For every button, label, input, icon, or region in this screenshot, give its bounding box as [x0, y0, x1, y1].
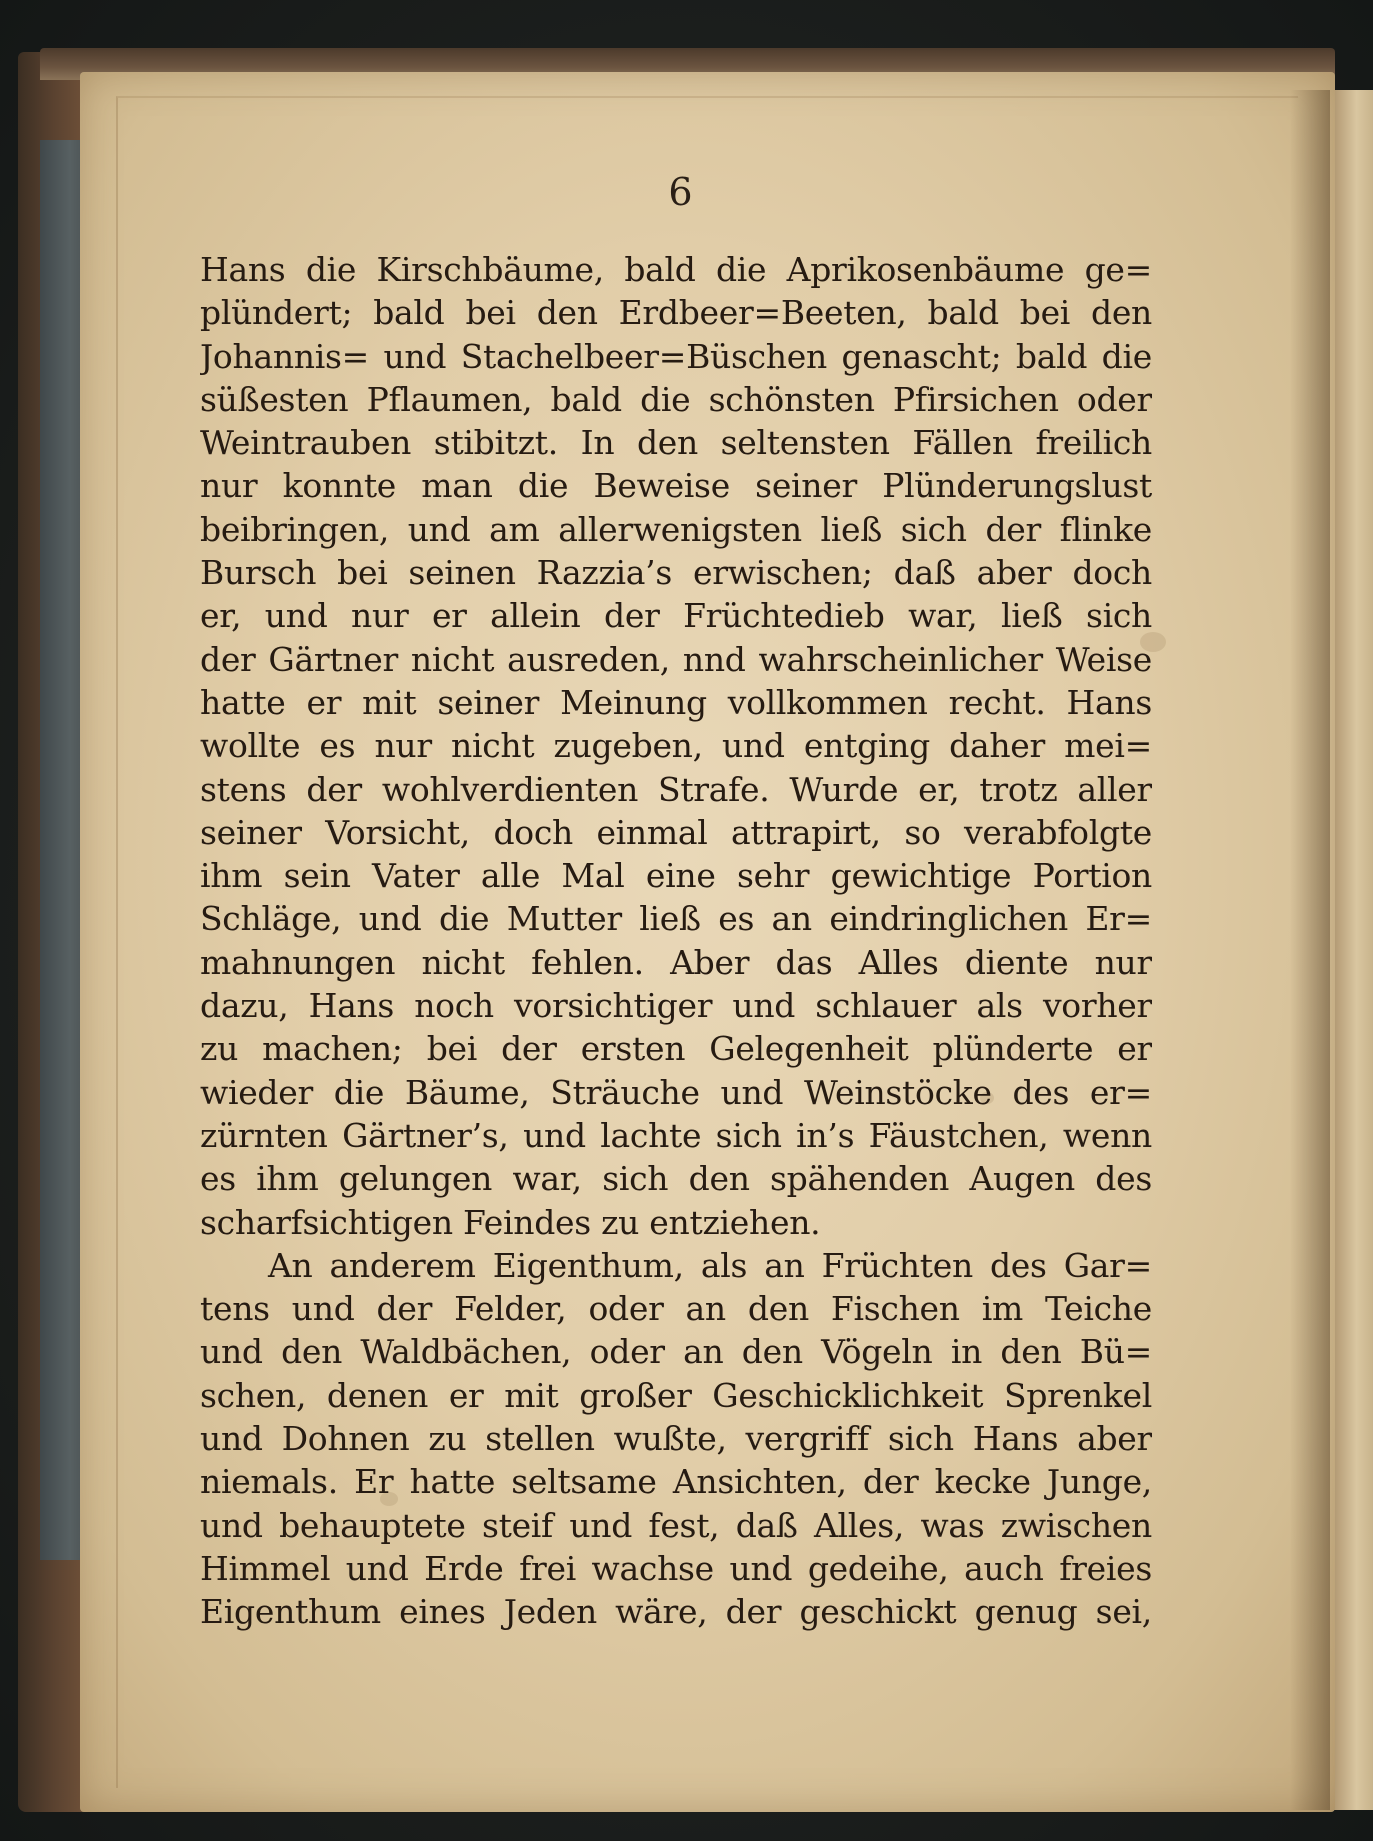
text-line: es ihm gelungen war, sich den spähenden Augen des: [200, 1159, 1152, 1199]
text-line: Weintrauben stibitzt. In den seltensten Fällen freilich: [200, 423, 1152, 463]
page-number: 6: [668, 170, 693, 214]
gutter-shadow: [1290, 90, 1330, 1810]
text-line: und Dohnen zu stellen wußte, vergriff sich Hans aber: [200, 1419, 1152, 1459]
text-line: und behauptete steif und fest, daß Alles, was zwischen: [200, 1505, 1152, 1545]
paragraph-start-line: An anderem Eigenthum, als an Früchten des Gar=: [268, 1245, 1152, 1285]
text-line: seiner Vorsicht, doch einmal attrapirt, so verabfolgte: [200, 812, 1152, 852]
text-line: zürnten Gärtner’s, und lachte sich in’s Fäustchen, wenn: [200, 1115, 1152, 1155]
text-line: Bursch bei seinen Razzia’s erwischen; daß aber doch: [200, 553, 1152, 593]
text-line: plündert; bald bei den Erdbeer=Beeten, bald bei den: [200, 293, 1152, 333]
paragraph-end-line: scharfsichtigen Feindes zu entziehen.: [200, 1202, 821, 1242]
text-line: Johannis= und Stachelbeer=Büschen genascht; bald die: [200, 336, 1152, 376]
text-line: dazu, Hans noch vorsichtiger und schlauer als vorher: [200, 986, 1152, 1026]
text-line: der Gärtner nicht ausreden, nnd wahrscheinlicher Weise: [200, 639, 1152, 679]
text-line: beibringen, und am allerwenigsten ließ sich der flinke: [200, 509, 1152, 549]
text-line: Eigenthum eines Jeden wäre, der geschickt genug sei,: [200, 1592, 1152, 1632]
text-line: stens der wohlverdienten Strafe. Wurde er, trotz aller: [200, 769, 1152, 809]
text-line: mahnungen nicht fehlen. Aber das Alles diente nur: [200, 942, 1152, 982]
body-text: [200, 248, 1152, 1634]
text-line: Hans die Kirschbäume, bald die Aprikosenbäume ge=: [200, 250, 1152, 289]
text-line: er, und nur er allein der Früchtedieb war, ließ sich: [200, 596, 1152, 636]
text-line: süßesten Pflaumen, bald die schönsten Pfirsichen oder: [200, 379, 1152, 419]
text-line: niemals. Er hatte seltsame Ansichten, der kecke Junge,: [200, 1462, 1152, 1502]
text-line: schen, denen er mit großer Geschicklichkeit Sprenkel: [200, 1375, 1152, 1415]
text-line: Himmel und Erde frei wachse und gedeihe, auch freies: [200, 1548, 1152, 1588]
text-line: nur konnte man die Beweise seiner Plünderungslust: [200, 466, 1152, 506]
text-line: hatte er mit seiner Meinung vollkommen recht. Hans: [200, 682, 1152, 722]
text-line: tens und der Felder, oder an den Fischen im Teiche: [200, 1289, 1152, 1329]
text-line: wollte es nur nicht zugeben, und entging daher mei=: [200, 726, 1152, 766]
text-line: ihm sein Vater alle Mal eine sehr gewichtige Portion: [200, 856, 1152, 896]
text-line: und den Waldbächen, oder an den Vögeln in den Bü=: [200, 1332, 1152, 1372]
text-line: Schläge, und die Mutter ließ es an eindringlichen Er=: [200, 899, 1152, 939]
text-line: zu machen; bei der ersten Gelegenheit plünderte er: [200, 1029, 1152, 1069]
text-line: wieder die Bäume, Sträuche und Weinstöcke des er=: [200, 1072, 1152, 1112]
